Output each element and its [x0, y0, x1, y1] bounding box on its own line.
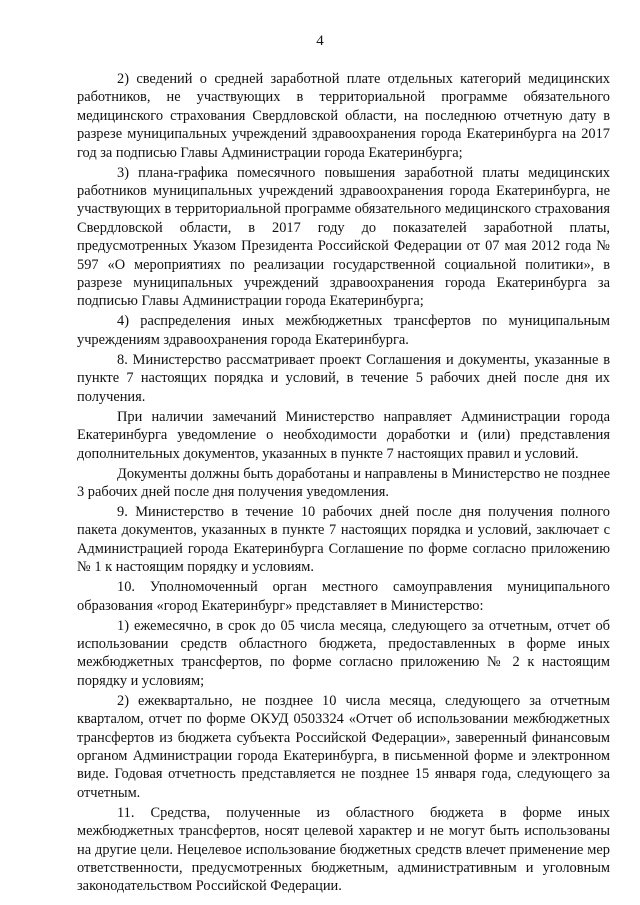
paragraph-revision-deadline: Документы должны быть доработаны и направлены в Министерство не позднее 3 рабочих дней после дня получения уведомления. [77, 465, 610, 500]
document-body [77, 70, 610, 897]
paragraph-clause-9: 9. Министерство в течение 10 рабочих дней после дня получения полного пакета документов, указанных в пункте 7 настоящих порядка и условий, заключает с Администрацией города Екатеринбурга Соглашение по форме согласно приложению № 1 к настоящим порядку и условиям. [77, 503, 610, 576]
paragraph-clause-10: 10. Уполномоченный орган местного самоуправления муниципального образования «город Екатеринбург» представляет в Министерство: [77, 579, 610, 614]
paragraph-item-4-transfer-distribution: 4) распределения иных межбюджетных трансфертов по муниципальным учреждениям здравоохранения города Екатеринбурга. [77, 313, 610, 348]
paragraph-monthly-report: 1) ежемесячно, в срок до 05 числа месяца, следующего за отчетным, отчет об использовании средств областного бюджета, предоставленных в форме иных межбюджетных трансфертов, по форме согласно приложению № 2 к настоящим порядку и условиям; [77, 617, 610, 689]
paragraph-clause-11: 11. Средства, полученные из областного бюджета в форме иных межбюджетных трансфертов, носят целевой характер и не могут быть использованы на другие цели. Нецелевое использование бюджетных средств влечет применение мер ответственности, предусмотренных бюджетным, административным и уголовным законодательством Российской Федерации. [77, 804, 610, 895]
paragraph-remarks-notice: При наличии замечаний Министерство направляет Администрации города Екатеринбурга уведомление о необходимости доработки и (или) представления дополнительных документов, указанных в пункте 7 настоящих правил и условий. [77, 408, 610, 462]
paragraph-clause-8: 8. Министерство рассматривает проект Соглашения и документы, указанные в пункте 7 настоящих порядка и условий, в течение 5 рабочих дней после дня их получения. [77, 351, 610, 405]
paragraph-quarterly-report: 2) ежеквартально, не позднее 10 числа месяца, следующего за отчетным кварталом, отчет по форме ОКУД 0503324 «Отчет об использовании межбюджетных трансфертов из бюджета субъекта Российской Федерации», заверенный финансовым органом Администрации города Екатеринбурга, в письменной форме и электронном виде. Годовая отчетность представляется не позднее 15 января года, следующего за отчетным. [77, 692, 610, 801]
page-number: 4 [316, 33, 324, 49]
paragraph-item-3-salary-plan: 3) плана-графика помесячного повышения заработной платы медицинских работников муниципальных учреждений здравоохранения города Екатеринбурга, не участвующих в территориальной программе обязательного медицинского страхования Свердловской области, в 2017 году до показателей заработной платы, предусмотренных Указом Президента Российской Федерации от 07 мая 2012 года № 597 «О мероприятиях по реализации государственной социальной политики», в разрезе муниципальных учреждений здравоохранения города Екатеринбурга за подписью Главы Администрации города Екатеринбурга; [77, 164, 610, 310]
paragraph-item-2-salary-info: 2) сведений о средней заработной плате отдельных категорий медицинских работников, не участвующих в территориальной программе обязательного медицинского страхования Свердловской области, на последнюю отчетную дату в разрезе муниципальных учреждений здравоохранения города Екатеринбурга на 2017 год за подписью Главы Администрации города Екатеринбурга; [77, 71, 610, 161]
